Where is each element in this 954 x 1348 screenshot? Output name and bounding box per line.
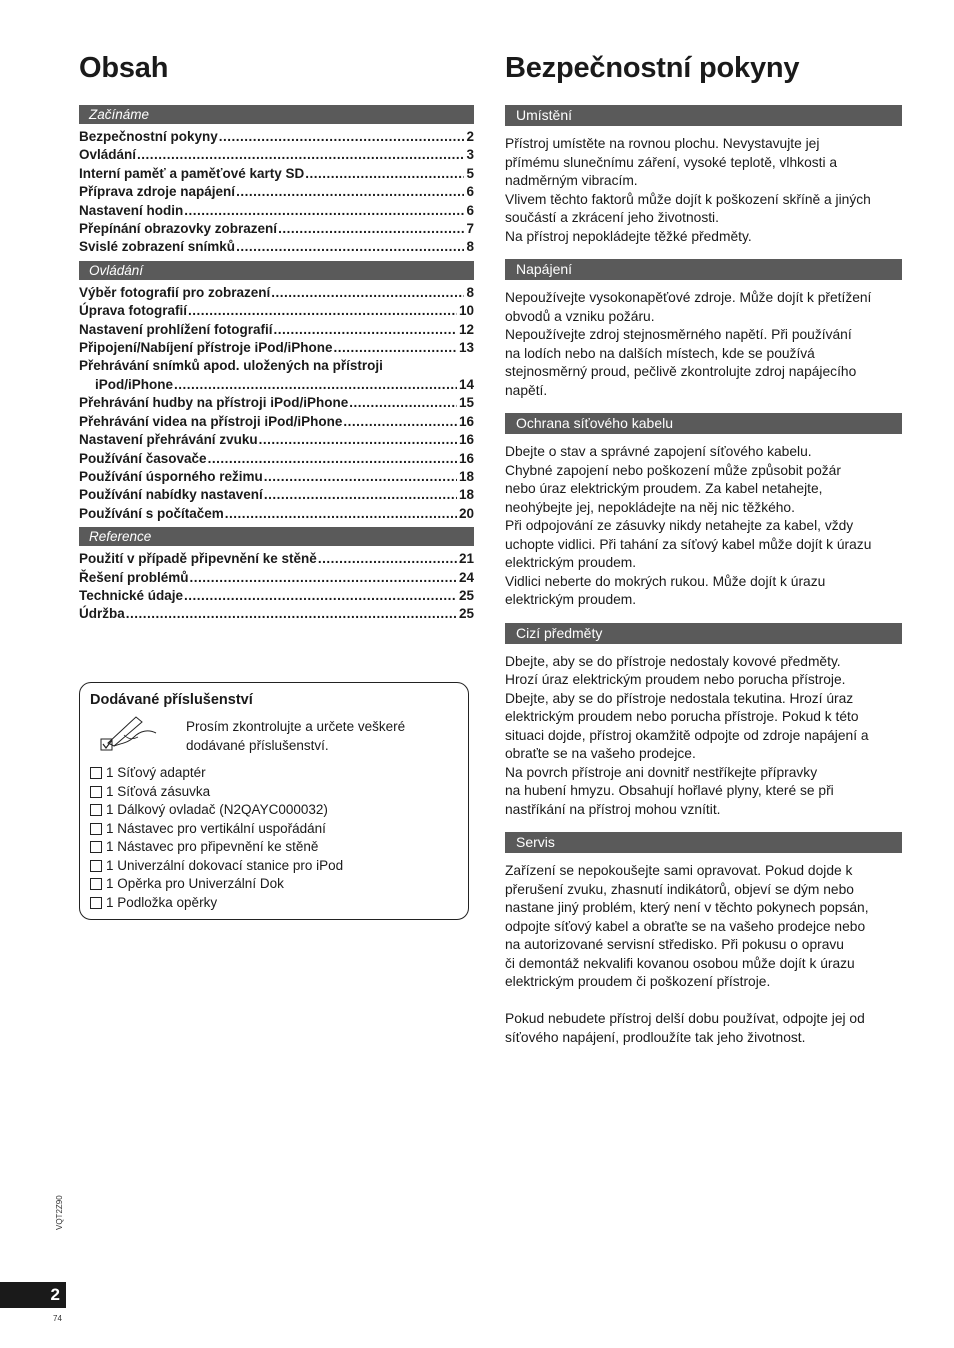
toc-entry[interactable]	[79, 146, 474, 164]
body-line: Dbejte, aby se do přístroje nedostala tekutina. Hrozí úraz	[505, 690, 854, 706]
toc-entry-page: 6	[466, 184, 474, 200]
toc-entry[interactable]	[79, 284, 474, 302]
toc-dot-leader	[278, 220, 464, 238]
body-line: nastříkání na přístroj mohou vznítit.	[505, 801, 721, 817]
toc-entry-label: Nastavení prohlížení fotografií	[79, 321, 273, 337]
accessories-list	[90, 764, 343, 912]
body-line: situaci dojde, přístroj okamžitě odpojte od zdroje napájení a	[505, 727, 869, 743]
toc-dot-leader	[188, 302, 457, 320]
safety-section-heading: Cizí předměty	[505, 623, 902, 644]
toc-entry-page: 14	[458, 376, 474, 392]
toc-sections	[79, 105, 474, 624]
toc-entry[interactable]	[79, 128, 474, 146]
body-line: Hrozí úraz elektrickým proudem nebo porucha přístroje.	[505, 672, 846, 687]
accessories-note-line1: Prosím zkontrolujte a určete veškeré	[186, 719, 406, 734]
toc-dot-leader	[137, 146, 464, 164]
body-line: Vidlici neberte do mokrých rukou. Může dojít k úrazu	[505, 573, 826, 589]
toc-entry-page: 15	[458, 395, 474, 411]
body-line: Nepoužívejte zdroj stejnosměrného napětí. Při používání	[505, 327, 852, 342]
toc-entry-label: Používání časovače	[79, 450, 207, 466]
toc-entry-label: Používání s počítačem	[79, 505, 224, 521]
toc-dot-leader	[264, 486, 457, 504]
toc-dot-leader	[184, 202, 464, 220]
accessory-item	[90, 801, 343, 820]
accessory-item	[90, 820, 343, 839]
safety-section-body	[505, 862, 902, 1047]
toc-entry-page: 18	[458, 468, 474, 484]
accessory-label: 1 Nástavec pro připevnění ke stěně	[106, 839, 319, 854]
safety-section-heading: Ochrana síťového kabelu	[505, 413, 902, 434]
accessory-item	[90, 783, 343, 802]
toc-dot-leader	[219, 128, 465, 146]
toc-entry-label: Používání úsporného režimu	[79, 468, 263, 484]
toc-entry-page: 8	[466, 239, 474, 255]
toc-dot-leader	[334, 339, 457, 357]
accessories-note-line2: dodávané příslušenství.	[186, 738, 329, 753]
toc-entry-page: 18	[458, 487, 474, 503]
safety-section-body	[505, 289, 902, 400]
toc-entry[interactable]	[79, 220, 474, 238]
body-line: na autorizované servisní středisko. Při pokusu o opravu	[505, 937, 844, 952]
checkbox-icon	[90, 841, 102, 853]
body-line: elektrickým proudem či poškození přístroje.	[505, 974, 771, 989]
accessory-item	[90, 875, 343, 894]
body-line: odpojte síťový kabel a obraťte se na vašeho prodejce nebo	[505, 918, 866, 934]
toc-entry[interactable]	[79, 302, 474, 320]
body-line: Na povrch přístroje ani dovnitř nestříkejte přípravky	[505, 764, 818, 780]
toc-entry-page: 5	[466, 165, 474, 181]
accessory-item	[90, 764, 343, 783]
safety-section-heading: Servis	[505, 832, 902, 853]
toc-entry[interactable]	[79, 587, 474, 605]
body-line: nadměrným vibracím.	[505, 173, 638, 188]
body-line: elektrickým proudem.	[505, 592, 637, 607]
body-line: Vlivem těchto faktorů může dojít k poškození skříně a jiných	[505, 191, 871, 207]
paragraph-gap	[505, 992, 902, 1011]
toc-entry-label: Používání nabídky nastavení	[79, 487, 263, 503]
body-line: na lodích nebo na dalších místech, kde se používá	[505, 345, 815, 361]
accessory-label: 1 Podložka opěrky	[106, 894, 218, 910]
toc-dot-leader	[305, 165, 464, 183]
body-line: Přístroj umístěte na rovnou plochu. Nevystavujte jej	[505, 136, 820, 151]
toc-entry[interactable]	[79, 165, 474, 183]
body-line: napětí.	[505, 382, 548, 398]
toc-entry-label: Technické údaje	[79, 587, 184, 603]
body-line: obvodů a vzniku požáru.	[505, 308, 655, 324]
toc-dot-leader	[190, 569, 457, 587]
toc-entry[interactable]	[79, 238, 474, 256]
toc-entry[interactable]	[79, 431, 474, 449]
toc-entry[interactable]	[79, 413, 474, 431]
body-line: součástí a zkrácení jeho životnosti.	[505, 210, 719, 225]
toc-section-heading: Začínáme	[79, 105, 474, 124]
toc-entry-label: Řešení problémů	[79, 569, 189, 585]
body-line: síťového napájení, prodloužíte tak jeho životnost.	[505, 1029, 806, 1045]
safety-section-heading: Umístění	[505, 105, 902, 126]
toc-dot-leader	[259, 431, 457, 449]
checkbox-icon	[90, 860, 102, 872]
body-line: či demontáž nekvalifi kovanou osobou může dojít k úrazu	[505, 955, 855, 971]
toc-dot-leader	[225, 505, 457, 523]
checkbox-icon	[90, 878, 102, 890]
accessory-label: 1 Opěrka pro Univerzální Dok	[106, 876, 284, 891]
body-line: nebo úraz elektrickým proudem. Za kabel netahejte,	[505, 481, 823, 496]
toc-entry[interactable]	[79, 486, 474, 504]
toc-dot-leader	[318, 550, 457, 568]
checkbox-icon	[90, 804, 102, 816]
toc-entry-page: 16	[458, 432, 474, 448]
toc-entry-label: Nastavení hodin	[79, 202, 184, 218]
toc-entry-page: 12	[458, 321, 474, 337]
toc-entry-page: 16	[458, 413, 474, 429]
toc-entry-label: Přehrávání videa na přístroji iPod/iPhone	[79, 413, 343, 429]
accessory-item	[90, 857, 343, 876]
document-code: VQT2Z90	[55, 1195, 64, 1230]
safety-section-body	[505, 653, 902, 820]
toc-entry[interactable]	[79, 468, 474, 486]
toc-entry[interactable]	[79, 183, 474, 201]
toc-entry-page: 7	[466, 221, 474, 237]
toc-dot-leader	[184, 587, 457, 605]
toc-entry[interactable]	[79, 605, 474, 623]
toc-entry[interactable]	[79, 339, 474, 357]
body-line: Dbejte, aby se do přístroje nedostaly kovové předměty.	[505, 653, 841, 669]
toc-entry-label: Výběr fotografií pro zobrazení	[79, 284, 271, 300]
toc-entry-page: 8	[466, 284, 474, 300]
toc-entry-label: Připojení/Nabíjení přístroje iPod/iPhone	[79, 340, 333, 356]
accessory-label: 1 Dálkový ovladač (N2QAYC000032)	[106, 802, 328, 817]
body-line: Při odpojování ze zásuvky nikdy netahejte za kabel, vždy	[505, 518, 854, 533]
toc-dot-leader	[343, 413, 457, 431]
toc-entry[interactable]	[79, 202, 474, 220]
toc-entry-page: 3	[466, 147, 474, 163]
body-line: přímému slunečnímu záření, vysoké teplotě, vlhkosti a	[505, 154, 838, 170]
accessories-note	[186, 717, 456, 755]
toc-entry-page: 6	[466, 202, 474, 218]
safety-section-body	[505, 443, 902, 610]
toc-entry-label-cont: iPod/iPhone	[95, 376, 174, 392]
accessories-title: Dodávané příslušenství	[90, 692, 253, 708]
body-line: stejnosměrný proud, pečlivě zkontrolujte zdroj napájecího	[505, 364, 857, 379]
body-line: neohýbejte jej, nepokládejte na něj nic těžkého.	[505, 499, 795, 515]
toc-entry[interactable]	[79, 357, 474, 394]
safety-instructions	[505, 50, 902, 1060]
toc-dot-leader	[274, 321, 457, 339]
toc-section-heading: Ovládání	[79, 261, 474, 280]
toc-entry-page: 16	[458, 450, 474, 466]
toc-entry-page: 20	[458, 505, 474, 521]
checkbox-icon	[90, 823, 102, 835]
body-line: elektrickým proudem.	[505, 555, 637, 570]
body-line: obraťte se na vašeho prodejce.	[505, 746, 696, 761]
table-of-contents	[79, 50, 474, 624]
toc-entry[interactable]	[79, 569, 474, 587]
toc-entry-label: Interní paměť a paměťové karty SD	[79, 165, 305, 181]
toc-entry-page: 21	[458, 551, 474, 567]
toc-entry[interactable]	[79, 450, 474, 468]
toc-entry-label: Příprava zdroje napájení	[79, 184, 236, 200]
toc-entry-page: 25	[458, 606, 474, 622]
body-line: uchopte vidlici. Při tahání za síťový kabel může dojít k úrazu	[505, 536, 872, 552]
toc-entry-label: Přehrávání snímků apod. uložených na přístroji	[79, 358, 383, 374]
page-number-small: 74	[53, 1314, 62, 1323]
toc-entry-label: Úprava fotografií	[79, 303, 188, 319]
accessory-label: 1 Nástavec pro vertikální uspořádání	[106, 820, 326, 836]
toc-entry[interactable]	[79, 550, 474, 568]
toc-entry-page: 2	[466, 129, 474, 144]
body-line: Dbejte o stav a správné zapojení síťového kabelu.	[505, 444, 812, 459]
toc-entry-label: Nastavení přehrávání zvuku	[79, 432, 258, 448]
toc-entry-label: Přepínání obrazovky zobrazení	[79, 221, 278, 237]
body-line: Chybné zapojení nebo poškození může způsobit požár	[505, 462, 841, 478]
toc-dot-leader	[236, 238, 464, 256]
body-line: na hubení hmyzu. Obsahují hořlavé plyny, které se při	[505, 783, 834, 798]
body-line: Pokud nebudete přístroj delší dobu používat, odpojte jej od	[505, 1011, 865, 1026]
safety-section-heading: Napájení	[505, 259, 902, 280]
accessory-item	[90, 894, 343, 913]
accessory-item	[90, 838, 343, 857]
body-line: Nepoužívejte vysokonapěťové zdroje. Může dojít k přetížení	[505, 290, 872, 305]
toc-dot-leader	[349, 394, 457, 412]
accessories-box	[79, 682, 469, 920]
toc-entry-label: Svislé zobrazení snímků	[79, 239, 236, 255]
toc-entry[interactable]	[79, 394, 474, 412]
accessory-label: 1 Univerzální dokovací stanice pro iPod	[106, 857, 344, 873]
toc-entry-page: 10	[458, 303, 474, 319]
toc-dot-leader	[208, 450, 457, 468]
accessory-label: 1 Síťová zásuvka	[106, 783, 211, 799]
accessory-label: 1 Síťový adaptér	[106, 765, 206, 780]
body-line: elektrickým proudem nebo porucha přístroje. Pokud k této	[505, 709, 859, 724]
toc-entry-page: 13	[458, 340, 474, 356]
safety-section-body	[505, 135, 902, 246]
safety-title: Bezpečnostní pokyny	[505, 52, 800, 84]
toc-entry[interactable]	[79, 505, 474, 523]
toc-entry-label: Údržba	[79, 606, 125, 622]
toc-entry-label: Ovládání	[79, 147, 137, 163]
checkbox-icon	[90, 786, 102, 798]
toc-dot-leader	[264, 468, 457, 486]
toc-entry-page: 25	[458, 587, 474, 603]
toc-entry[interactable]	[79, 321, 474, 339]
body-line: nastane jiný problém, který není v těchto pokynech popsán,	[505, 900, 869, 915]
body-line: Na přístroj nepokládejte těžké předměty.	[505, 228, 752, 244]
toc-entry-label: Použití v případě připevnění ke stěně	[79, 551, 317, 567]
body-line: přerušení zvuku, zhasnutí indikátorů, objeví se dým nebo	[505, 881, 854, 897]
toc-entry-label: Bezpečnostní pokyny	[79, 129, 218, 144]
toc-entry-page: 24	[458, 569, 474, 585]
checkbox-icon	[90, 767, 102, 779]
toc-dot-leader	[236, 183, 464, 201]
body-line: Zařízení se nepokoušejte sami opravovat. Pokud dojde k	[505, 863, 853, 878]
toc-dot-leader	[271, 284, 464, 302]
checkbox-icon	[90, 897, 102, 909]
safety-sections	[505, 105, 902, 1047]
pen-checkbox-icon	[98, 713, 158, 755]
page-number: 2	[0, 1282, 66, 1308]
toc-entry-label: Přehrávání hudby na přístroji iPod/iPhone	[79, 395, 349, 411]
toc-dot-leader	[174, 376, 457, 394]
toc-dot-leader	[126, 605, 457, 623]
toc-title: Obsah	[79, 52, 169, 84]
toc-section-heading: Reference	[79, 527, 474, 546]
